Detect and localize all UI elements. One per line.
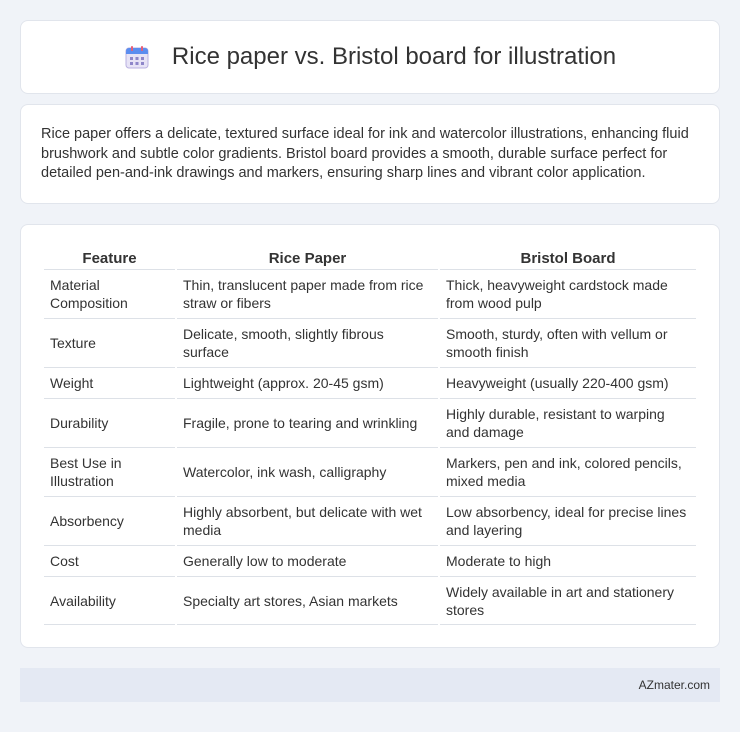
feature-cell: Texture (44, 318, 175, 367)
comparison-table-card (20, 224, 720, 648)
bristol-board-cell: Highly durable, resistant to warping and damage (440, 398, 696, 447)
table-row (44, 447, 696, 496)
footer (20, 668, 720, 702)
intro-card (20, 104, 720, 204)
table-row (44, 576, 696, 625)
table-row (44, 496, 696, 545)
rice-paper-cell: Fragile, prone to tearing and wrinkling (177, 398, 438, 447)
table-row (44, 367, 696, 398)
calendar-icon (124, 44, 150, 70)
bristol-board-cell: Widely available in art and stationery stores (440, 576, 696, 625)
rice-paper-cell: Lightweight (approx. 20-45 gsm) (177, 367, 438, 398)
bristol-board-cell: Markers, pen and ink, colored pencils, mixed media (440, 447, 696, 496)
bristol-board-cell: Thick, heavyweight cardstock made from wood pulp (440, 269, 696, 318)
feature-cell: Absorbency (44, 496, 175, 545)
header-rice-paper: Rice Paper (268, 249, 347, 267)
feature-cell: Material Composition (44, 269, 175, 318)
comparison-table (42, 245, 698, 625)
rice-paper-cell: Generally low to moderate (177, 545, 438, 576)
table-row (44, 398, 696, 447)
rice-paper-cell: Specialty art stores, Asian markets (177, 576, 438, 625)
bristol-board-cell: Heavyweight (usually 220-400 gsm) (440, 367, 696, 398)
rice-paper-cell: Highly absorbent, but delicate with wet media (177, 496, 438, 545)
bristol-board-cell: Moderate to high (440, 545, 696, 576)
table-row (44, 269, 696, 318)
feature-cell: Durability (44, 398, 175, 447)
feature-cell: Weight (44, 367, 175, 398)
rice-paper-cell: Thin, translucent paper made from rice straw or fibers (177, 269, 438, 318)
rice-paper-cell: Watercolor, ink wash, calligraphy (177, 447, 438, 496)
header-bristol-board: Bristol Board (520, 249, 616, 267)
table-row (44, 318, 696, 367)
table-header-row (44, 245, 696, 269)
rice-paper-cell: Delicate, smooth, slightly fibrous surface (177, 318, 438, 367)
page-title: Rice paper vs. Bristol board for illustration (171, 43, 617, 70)
feature-cell: Best Use in Illustration (44, 447, 175, 496)
bristol-board-cell: Low absorbency, ideal for precise lines and layering (440, 496, 696, 545)
intro-text: Rice paper offers a delicate, textured surface ideal for ink and watercolor illustrations, enhancing fluid brushwork and subtle color gradients. Bristol board provides a smooth, durable surface perfect for detailed pen-and-ink drawings and markers, ensuring sharp lines and vibrant color application. (41, 126, 689, 181)
feature-cell: Cost (44, 545, 175, 576)
table-row (44, 545, 696, 576)
bristol-board-cell: Smooth, sturdy, often with vellum or smooth finish (440, 318, 696, 367)
header-feature: Feature (82, 249, 137, 267)
feature-cell: Availability (44, 576, 175, 625)
title-card (20, 20, 720, 94)
footer-brand: AZmater.com (638, 678, 710, 692)
